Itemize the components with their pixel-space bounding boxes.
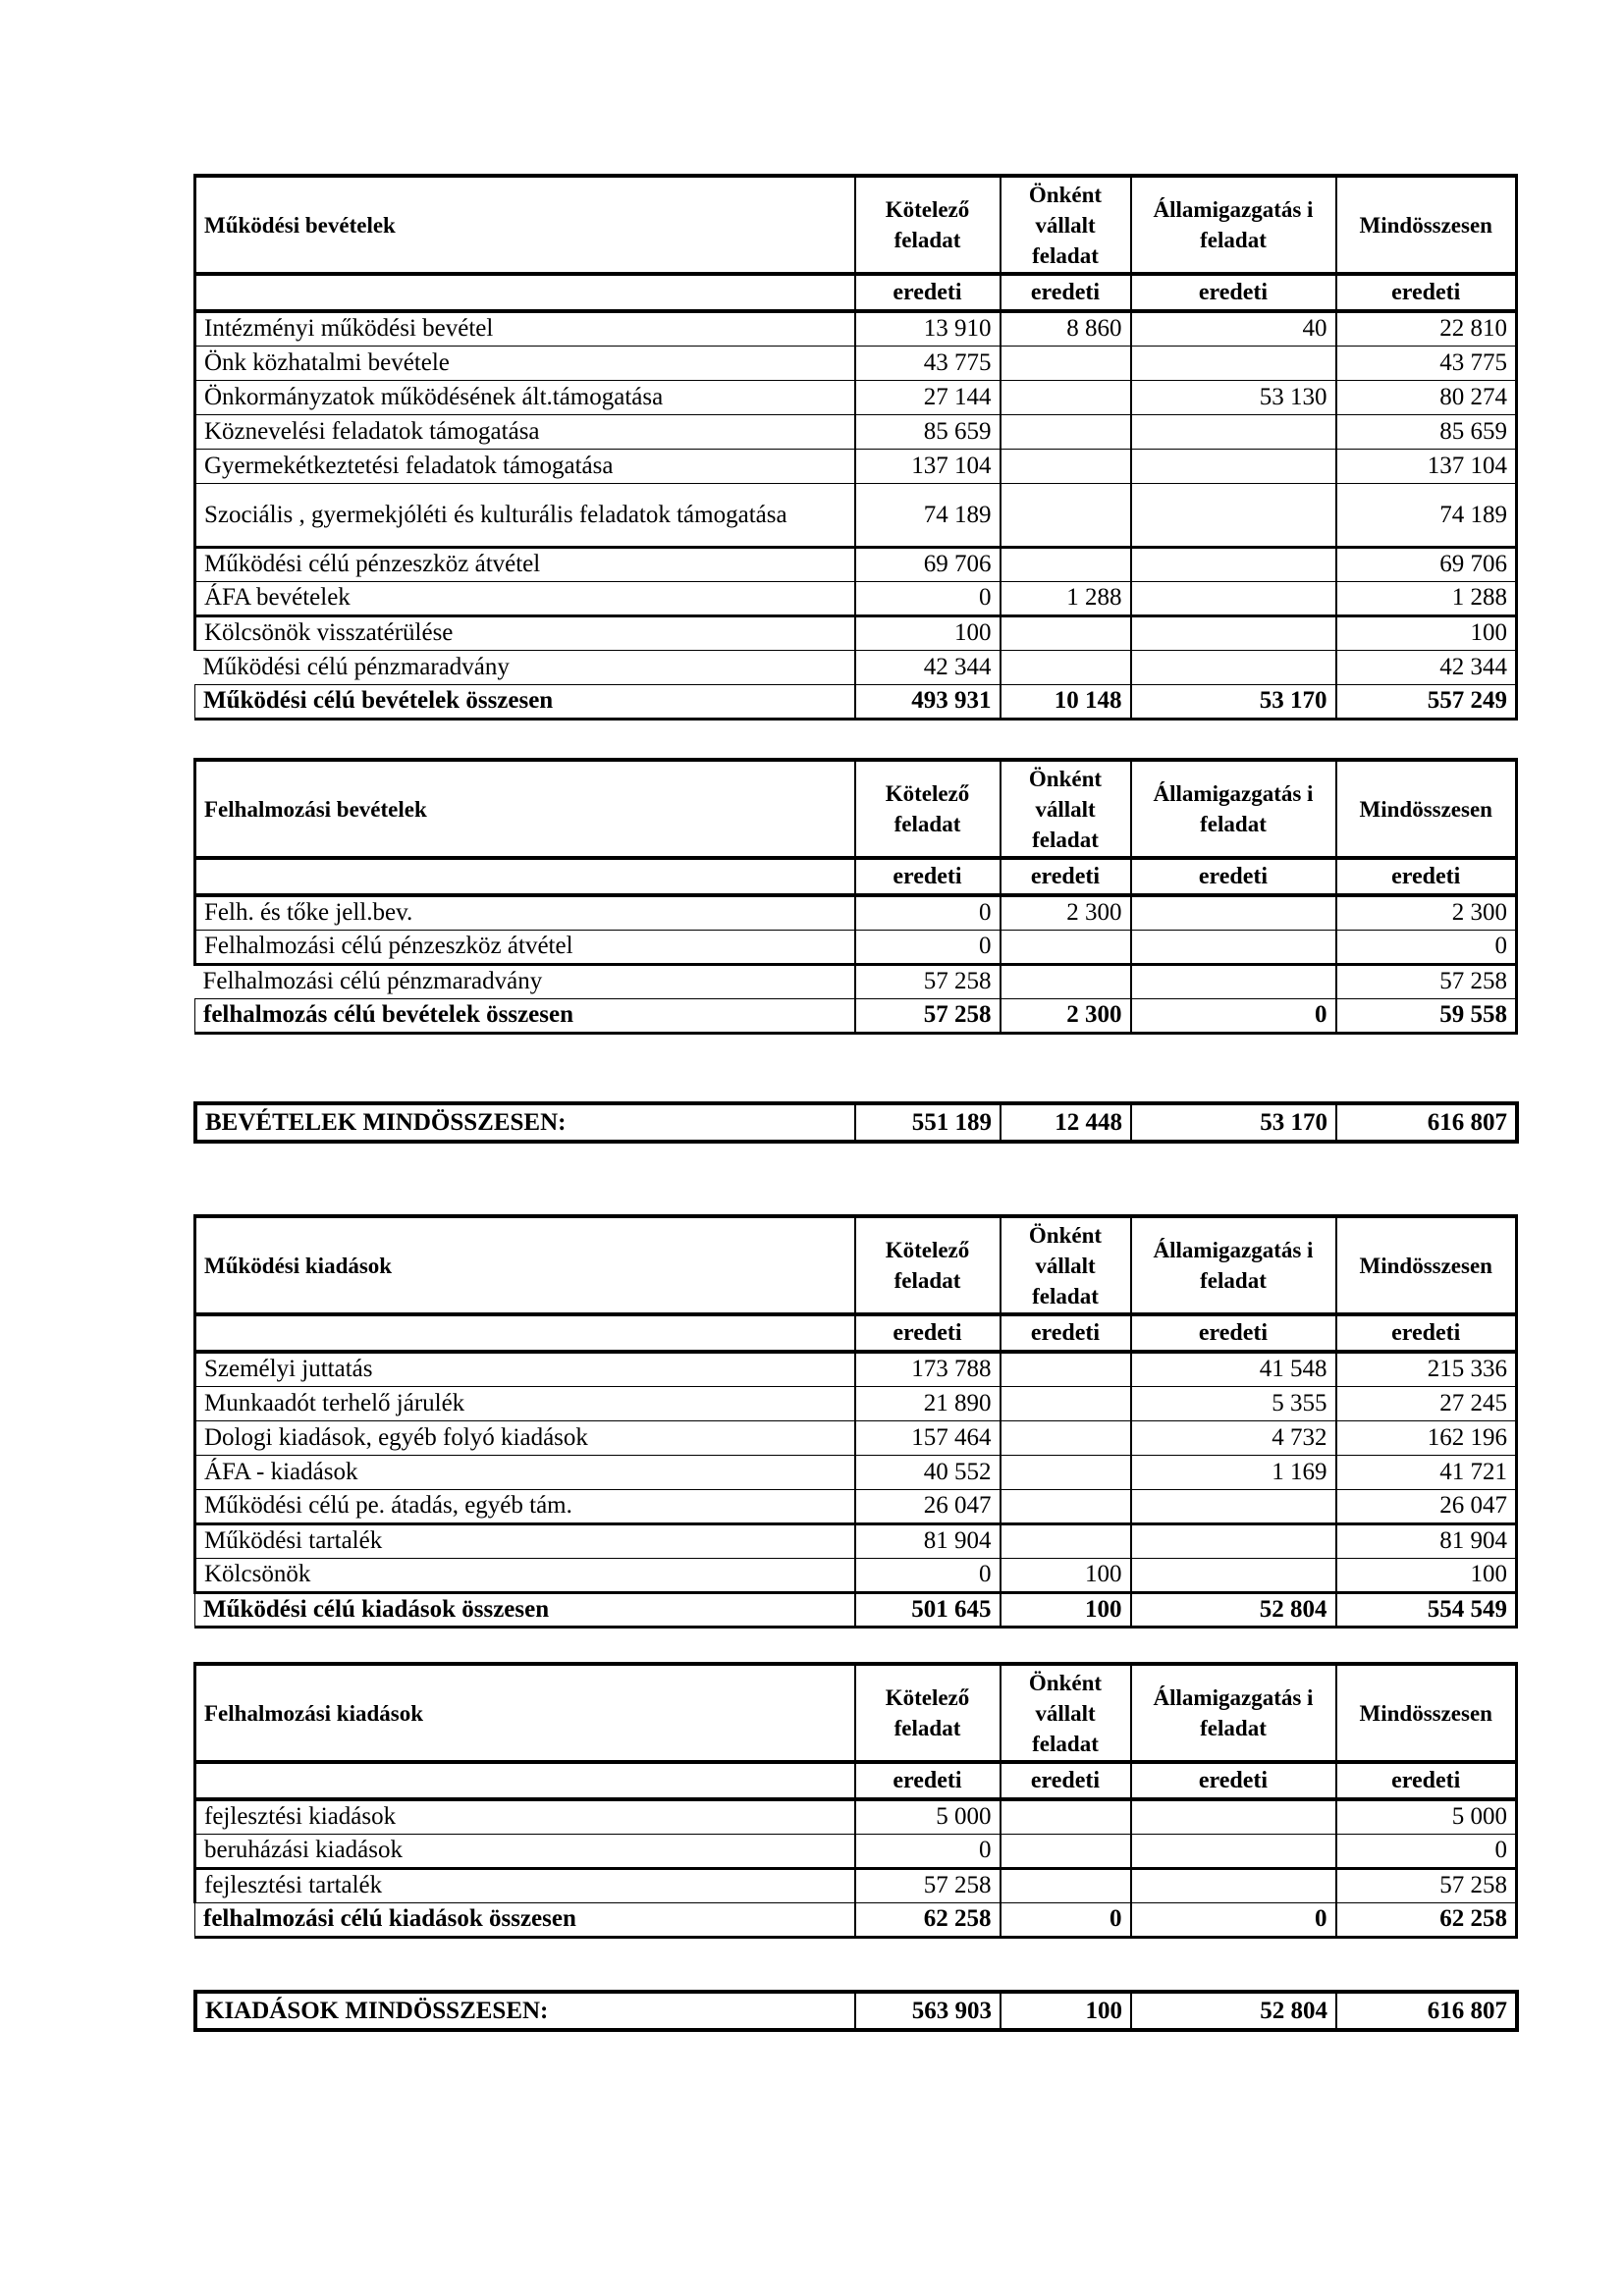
- cell-onkent: 1 288: [1001, 581, 1131, 615]
- subheader-empty: [195, 858, 855, 895]
- subheader-eredeti: eredeti: [1336, 858, 1517, 895]
- subheader-eredeti: eredeti: [855, 274, 1001, 311]
- col-header-onkent: Önként vállalt feladat: [1001, 760, 1131, 858]
- cell-allamigazgatasi: [1131, 615, 1336, 650]
- cell-onkent: [1001, 346, 1131, 380]
- col-header-allamigazgatasi: Államigazgatás i feladat: [1131, 1664, 1336, 1762]
- subheader-row: [195, 858, 1517, 895]
- cell-onkent: [1001, 380, 1131, 414]
- cell-onkent: [1001, 1352, 1131, 1386]
- col-header-kotelezo: Kötelező feladat: [855, 1664, 1001, 1762]
- cell-allamigazgatasi: [1131, 1799, 1336, 1834]
- subheader-eredeti: eredeti: [1131, 858, 1336, 895]
- table-row: [195, 414, 1517, 449]
- subheader-eredeti: eredeti: [1131, 1762, 1336, 1799]
- grand-total-row: [195, 1992, 1517, 2030]
- mukodesi-bevetelek-table: [193, 174, 1518, 721]
- subheader-eredeti: eredeti: [1001, 274, 1131, 311]
- cell-mindosszesen: 100: [1336, 1558, 1517, 1592]
- row-label: fejlesztési tartalék: [195, 1868, 855, 1902]
- cell-mindosszesen: 215 336: [1336, 1352, 1517, 1386]
- cell-allamigazgatasi: 1 169: [1131, 1455, 1336, 1489]
- cell-mindosszesen: 0: [1336, 930, 1517, 964]
- table-row: [195, 1868, 1517, 1902]
- table-row: [195, 1420, 1517, 1455]
- cell-kotelezo: 21 890: [855, 1386, 1001, 1420]
- total-kotelezo: 57 258: [855, 998, 1001, 1033]
- total-mindosszesen: 554 549: [1336, 1592, 1517, 1627]
- row-label: ÁFA bevételek: [195, 581, 855, 615]
- total-allamigazgatasi: 0: [1131, 998, 1336, 1033]
- cell-mindosszesen: 81 904: [1336, 1523, 1517, 1558]
- table-row: [195, 1799, 1517, 1834]
- cell-allamigazgatasi: [1131, 1868, 1336, 1902]
- row-label: beruházási kiadások: [195, 1834, 855, 1868]
- cell-kotelezo: 5 000: [855, 1799, 1001, 1834]
- cell-kotelezo: 40 552: [855, 1455, 1001, 1489]
- subheader-empty: [195, 1314, 855, 1352]
- cell-allamigazgatasi: [1131, 346, 1336, 380]
- subheader-row: [195, 1314, 1517, 1352]
- col-header-mindosszesen: Mindösszesen: [1336, 1664, 1517, 1762]
- row-label: Személyi juttatás: [195, 1352, 855, 1386]
- row-label: Önkormányzatok működésének ált.támogatása: [195, 380, 855, 414]
- grand-total-kotelezo: 563 903: [855, 1992, 1001, 2030]
- total-row: [195, 684, 1517, 719]
- cell-kotelezo: 85 659: [855, 414, 1001, 449]
- cell-allamigazgatasi: 4 732: [1131, 1420, 1336, 1455]
- subheader-eredeti: eredeti: [1336, 274, 1517, 311]
- row-label: Működési célú pénzmaradvány: [195, 650, 855, 684]
- cell-allamigazgatasi: [1131, 650, 1336, 684]
- row-label: Önk közhatalmi bevétele: [195, 346, 855, 380]
- subheader-eredeti: eredeti: [855, 858, 1001, 895]
- total-label: Működési célú bevételek összesen: [195, 684, 855, 719]
- cell-onkent: [1001, 547, 1131, 581]
- cell-onkent: [1001, 1523, 1131, 1558]
- section-title: Működési bevételek: [195, 176, 855, 274]
- col-header-mindosszesen: Mindösszesen: [1336, 760, 1517, 858]
- cell-mindosszesen: 0: [1336, 1834, 1517, 1868]
- cell-mindosszesen: 41 721: [1336, 1455, 1517, 1489]
- cell-onkent: [1001, 449, 1131, 483]
- row-label: Felh. és tőke jell.bev.: [195, 895, 855, 930]
- total-onkent: 10 148: [1001, 684, 1131, 719]
- row-label: Működési tartalék: [195, 1523, 855, 1558]
- cell-mindosszesen: 74 189: [1336, 483, 1517, 547]
- cell-mindosszesen: 100: [1336, 615, 1517, 650]
- cell-mindosszesen: 80 274: [1336, 380, 1517, 414]
- col-header-mindosszesen: Mindösszesen: [1336, 1216, 1517, 1314]
- col-header-mindosszesen: Mindösszesen: [1336, 176, 1517, 274]
- total-label: Működési célú kiadások összesen: [195, 1592, 855, 1627]
- total-label: felhalmozás célú bevételek összesen: [195, 998, 855, 1033]
- total-row: [195, 998, 1517, 1033]
- table-row: [195, 650, 1517, 684]
- cell-onkent: [1001, 1455, 1131, 1489]
- section-title: Működési kiadások: [195, 1216, 855, 1314]
- table-header-row: [195, 1216, 1517, 1314]
- grand-total-row: [195, 1103, 1517, 1142]
- row-label: Kölcsönök visszatérülése: [195, 615, 855, 650]
- grand-total-label: KIADÁSOK MINDÖSSZESEN:: [195, 1992, 855, 2030]
- table-row: [195, 449, 1517, 483]
- cell-kotelezo: 27 144: [855, 380, 1001, 414]
- col-header-kotelezo: Kötelező feladat: [855, 760, 1001, 858]
- table-row: [195, 547, 1517, 581]
- cell-mindosszesen: 5 000: [1336, 1799, 1517, 1834]
- cell-kotelezo: 57 258: [855, 1868, 1001, 1902]
- subheader-eredeti: eredeti: [1131, 274, 1336, 311]
- cell-kotelezo: 137 104: [855, 449, 1001, 483]
- grand-total-onkent: 12 448: [1001, 1103, 1131, 1142]
- row-label: Gyermekétkeztetési feladatok támogatása: [195, 449, 855, 483]
- col-header-onkent: Önként vállalt feladat: [1001, 1664, 1131, 1762]
- cell-kotelezo: 173 788: [855, 1352, 1001, 1386]
- table-row: [195, 615, 1517, 650]
- cell-kotelezo: 100: [855, 615, 1001, 650]
- subheader-eredeti: eredeti: [855, 1314, 1001, 1352]
- cell-mindosszesen: 42 344: [1336, 650, 1517, 684]
- cell-onkent: 100: [1001, 1558, 1131, 1592]
- cell-allamigazgatasi: [1131, 895, 1336, 930]
- cell-allamigazgatasi: [1131, 547, 1336, 581]
- cell-onkent: [1001, 1420, 1131, 1455]
- section-title: Felhalmozási bevételek: [195, 760, 855, 858]
- row-label: Felhalmozási célú pénzeszköz átvétel: [195, 930, 855, 964]
- col-header-allamigazgatasi: Államigazgatás i feladat: [1131, 760, 1336, 858]
- table-row: [195, 581, 1517, 615]
- cell-allamigazgatasi: 53 130: [1131, 380, 1336, 414]
- total-mindosszesen: 62 258: [1336, 1902, 1517, 1937]
- table-row: [195, 483, 1517, 547]
- total-allamigazgatasi: 0: [1131, 1902, 1336, 1937]
- cell-onkent: [1001, 1799, 1131, 1834]
- table-row: [195, 1558, 1517, 1592]
- cell-mindosszesen: 57 258: [1336, 1868, 1517, 1902]
- cell-kotelezo: 43 775: [855, 346, 1001, 380]
- cell-kotelezo: 13 910: [855, 311, 1001, 346]
- row-label: Dologi kiadások, egyéb folyó kiadások: [195, 1420, 855, 1455]
- cell-allamigazgatasi: [1131, 581, 1336, 615]
- cell-onkent: [1001, 483, 1131, 547]
- table-header-row: [195, 176, 1517, 274]
- table-row: [195, 346, 1517, 380]
- total-kotelezo: 62 258: [855, 1902, 1001, 1937]
- grand-total-allamigazgatasi: 52 804: [1131, 1992, 1336, 2030]
- subheader-eredeti: eredeti: [1001, 1314, 1131, 1352]
- cell-mindosszesen: 85 659: [1336, 414, 1517, 449]
- cell-mindosszesen: 162 196: [1336, 1420, 1517, 1455]
- row-label: fejlesztési kiadások: [195, 1799, 855, 1834]
- cell-kotelezo: 0: [855, 930, 1001, 964]
- grand-total-mindosszesen: 616 807: [1336, 1103, 1517, 1142]
- table-row: [195, 380, 1517, 414]
- cell-kotelezo: 74 189: [855, 483, 1001, 547]
- col-header-allamigazgatasi: Államigazgatás i feladat: [1131, 176, 1336, 274]
- kiadasok-mindosszesen-table: [193, 1990, 1519, 2032]
- row-label: Működési célú pénzeszköz átvétel: [195, 547, 855, 581]
- cell-mindosszesen: 2 300: [1336, 895, 1517, 930]
- total-mindosszesen: 557 249: [1336, 684, 1517, 719]
- cell-allamigazgatasi: [1131, 449, 1336, 483]
- row-label: ÁFA - kiadások: [195, 1455, 855, 1489]
- row-label: Kölcsönök: [195, 1558, 855, 1592]
- subheader-eredeti: eredeti: [1001, 1762, 1131, 1799]
- cell-onkent: [1001, 1868, 1131, 1902]
- table-row: [195, 895, 1517, 930]
- row-label: Köznevelési feladatok támogatása: [195, 414, 855, 449]
- cell-allamigazgatasi: [1131, 1489, 1336, 1523]
- cell-onkent: [1001, 414, 1131, 449]
- felhalmozasi-bevetelek-table: [193, 758, 1518, 1035]
- cell-onkent: [1001, 615, 1131, 650]
- row-label: Intézményi működési bevétel: [195, 311, 855, 346]
- grand-total-mindosszesen: 616 807: [1336, 1992, 1517, 2030]
- subheader-eredeti: eredeti: [1336, 1314, 1517, 1352]
- cell-mindosszesen: 1 288: [1336, 581, 1517, 615]
- table-row: [195, 1386, 1517, 1420]
- mukodesi-kiadasok-table: [193, 1214, 1518, 1629]
- cell-kotelezo: 0: [855, 581, 1001, 615]
- cell-kotelezo: 157 464: [855, 1420, 1001, 1455]
- table-row: [195, 1489, 1517, 1523]
- table-row: [195, 930, 1517, 964]
- cell-allamigazgatasi: [1131, 964, 1336, 998]
- cell-allamigazgatasi: [1131, 483, 1336, 547]
- cell-mindosszesen: 137 104: [1336, 449, 1517, 483]
- total-allamigazgatasi: 52 804: [1131, 1592, 1336, 1627]
- cell-onkent: [1001, 930, 1131, 964]
- subheader-empty: [195, 1762, 855, 1799]
- cell-onkent: [1001, 1834, 1131, 1868]
- col-header-onkent: Önként vállalt feladat: [1001, 176, 1131, 274]
- subheader-row: [195, 274, 1517, 311]
- cell-onkent: 8 860: [1001, 311, 1131, 346]
- total-onkent: 100: [1001, 1592, 1131, 1627]
- cell-allamigazgatasi: [1131, 1558, 1336, 1592]
- col-header-allamigazgatasi: Államigazgatás i feladat: [1131, 1216, 1336, 1314]
- total-row: [195, 1902, 1517, 1937]
- total-allamigazgatasi: 53 170: [1131, 684, 1336, 719]
- subheader-row: [195, 1762, 1517, 1799]
- cell-allamigazgatasi: [1131, 414, 1336, 449]
- cell-kotelezo: 0: [855, 895, 1001, 930]
- grand-total-onkent: 100: [1001, 1992, 1131, 2030]
- subheader-eredeti: eredeti: [855, 1762, 1001, 1799]
- cell-kotelezo: 26 047: [855, 1489, 1001, 1523]
- cell-kotelezo: 0: [855, 1558, 1001, 1592]
- col-header-kotelezo: Kötelező feladat: [855, 176, 1001, 274]
- cell-mindosszesen: 22 810: [1336, 311, 1517, 346]
- table-row: [195, 964, 1517, 998]
- grand-total-kotelezo: 551 189: [855, 1103, 1001, 1142]
- table-header-row: [195, 1664, 1517, 1762]
- cell-mindosszesen: 26 047: [1336, 1489, 1517, 1523]
- table-row: [195, 1834, 1517, 1868]
- total-label: felhalmozási célú kiadások összesen: [195, 1902, 855, 1937]
- total-row: [195, 1592, 1517, 1627]
- table-header-row: [195, 760, 1517, 858]
- table-row: [195, 1352, 1517, 1386]
- cell-allamigazgatasi: [1131, 1523, 1336, 1558]
- bevetelek-mindosszesen-table: [193, 1101, 1519, 1144]
- col-header-onkent: Önként vállalt feladat: [1001, 1216, 1131, 1314]
- cell-kotelezo: 69 706: [855, 547, 1001, 581]
- total-mindosszesen: 59 558: [1336, 998, 1517, 1033]
- cell-allamigazgatasi: [1131, 1834, 1336, 1868]
- cell-kotelezo: 57 258: [855, 964, 1001, 998]
- table-row: [195, 1455, 1517, 1489]
- felhalmozasi-kiadasok-table: [193, 1662, 1518, 1939]
- grand-total-label: BEVÉTELEK MINDÖSSZESEN:: [195, 1103, 855, 1142]
- cell-onkent: [1001, 1386, 1131, 1420]
- subheader-eredeti: eredeti: [1131, 1314, 1336, 1352]
- cell-mindosszesen: 43 775: [1336, 346, 1517, 380]
- row-label: Munkaadót terhelő járulék: [195, 1386, 855, 1420]
- cell-onkent: [1001, 964, 1131, 998]
- total-kotelezo: 493 931: [855, 684, 1001, 719]
- row-label: Felhalmozási célú pénzmaradvány: [195, 964, 855, 998]
- section-title: Felhalmozási kiadások: [195, 1664, 855, 1762]
- row-label: Működési célú pe. átadás, egyéb tám.: [195, 1489, 855, 1523]
- subheader-eredeti: eredeti: [1336, 1762, 1517, 1799]
- subheader-eredeti: eredeti: [1001, 858, 1131, 895]
- cell-kotelezo: 81 904: [855, 1523, 1001, 1558]
- total-onkent: 2 300: [1001, 998, 1131, 1033]
- cell-onkent: [1001, 650, 1131, 684]
- cell-mindosszesen: 69 706: [1336, 547, 1517, 581]
- cell-allamigazgatasi: 40: [1131, 311, 1336, 346]
- total-onkent: 0: [1001, 1902, 1131, 1937]
- cell-onkent: 2 300: [1001, 895, 1131, 930]
- row-label: Szociális , gyermekjóléti és kulturális feladatok támogatása: [195, 483, 855, 547]
- table-row: [195, 311, 1517, 346]
- table-row: [195, 1523, 1517, 1558]
- cell-allamigazgatasi: 5 355: [1131, 1386, 1336, 1420]
- cell-mindosszesen: 57 258: [1336, 964, 1517, 998]
- cell-allamigazgatasi: 41 548: [1131, 1352, 1336, 1386]
- cell-mindosszesen: 27 245: [1336, 1386, 1517, 1420]
- cell-kotelezo: 0: [855, 1834, 1001, 1868]
- grand-total-allamigazgatasi: 53 170: [1131, 1103, 1336, 1142]
- subheader-empty: [195, 274, 855, 311]
- cell-kotelezo: 42 344: [855, 650, 1001, 684]
- cell-onkent: [1001, 1489, 1131, 1523]
- cell-allamigazgatasi: [1131, 930, 1336, 964]
- total-kotelezo: 501 645: [855, 1592, 1001, 1627]
- col-header-kotelezo: Kötelező feladat: [855, 1216, 1001, 1314]
